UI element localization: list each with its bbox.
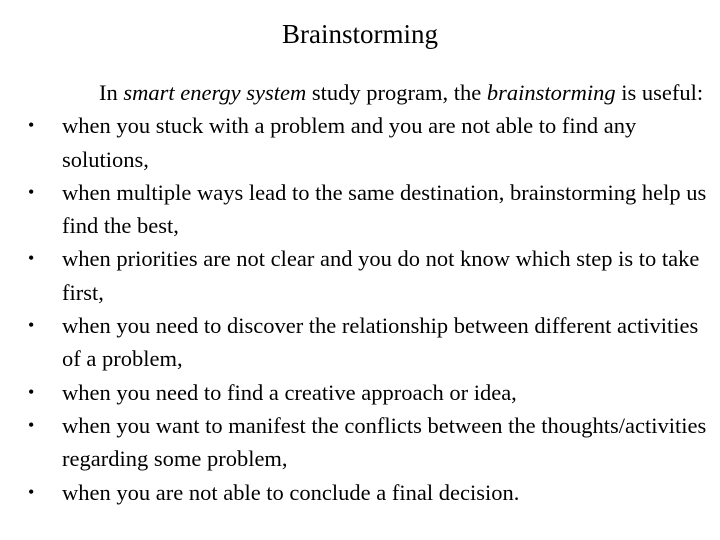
bullet-text: when you are not able to conclude a final decision. — [62, 479, 520, 505]
bullet-text: when you stuck with a problem and you are not able to find any solutions, — [62, 113, 637, 172]
bullet-text: when you need to find a creative approach or idea, — [62, 379, 517, 405]
bullet-text: when you want to manifest the conflicts between the thoughts/activities regarding some problem, — [62, 412, 707, 472]
intro-emphasis-program: smart energy system — [123, 80, 307, 105]
bullet-text: when you need to discover the relationship between different activities of a problem, — [62, 313, 699, 372]
bullet-icon: • — [28, 248, 35, 269]
bullet-icon: • — [28, 481, 35, 502]
bullet-icon: • — [28, 381, 35, 402]
bullet-icon: • — [28, 115, 35, 136]
list-item — [22, 309, 708, 376]
bullet-icon: • — [28, 315, 35, 336]
bullet-text: when multiple ways lead to the same destination, brainstorming help us find the best, — [62, 179, 707, 239]
slide-body — [22, 76, 708, 509]
list-item — [22, 409, 708, 476]
list-item — [22, 476, 708, 509]
intro-lead: In — [99, 80, 124, 105]
list-item — [22, 376, 708, 409]
bullet-icon: • — [28, 414, 35, 435]
intro-tail: is useful: — [615, 80, 704, 105]
list-item — [22, 109, 708, 176]
bullet-list — [22, 109, 708, 509]
slide-title: Brainstorming — [282, 19, 438, 49]
bullet-text: when priorities are not clear and you do not know which step is to take first, — [62, 246, 700, 305]
intro-emphasis-brainstorming: brainstorming — [486, 80, 616, 105]
bullet-icon: • — [28, 181, 35, 202]
intro-middle: study program, the — [306, 80, 487, 105]
list-item — [22, 242, 708, 309]
intro-paragraph — [22, 76, 708, 109]
list-item — [22, 176, 708, 243]
